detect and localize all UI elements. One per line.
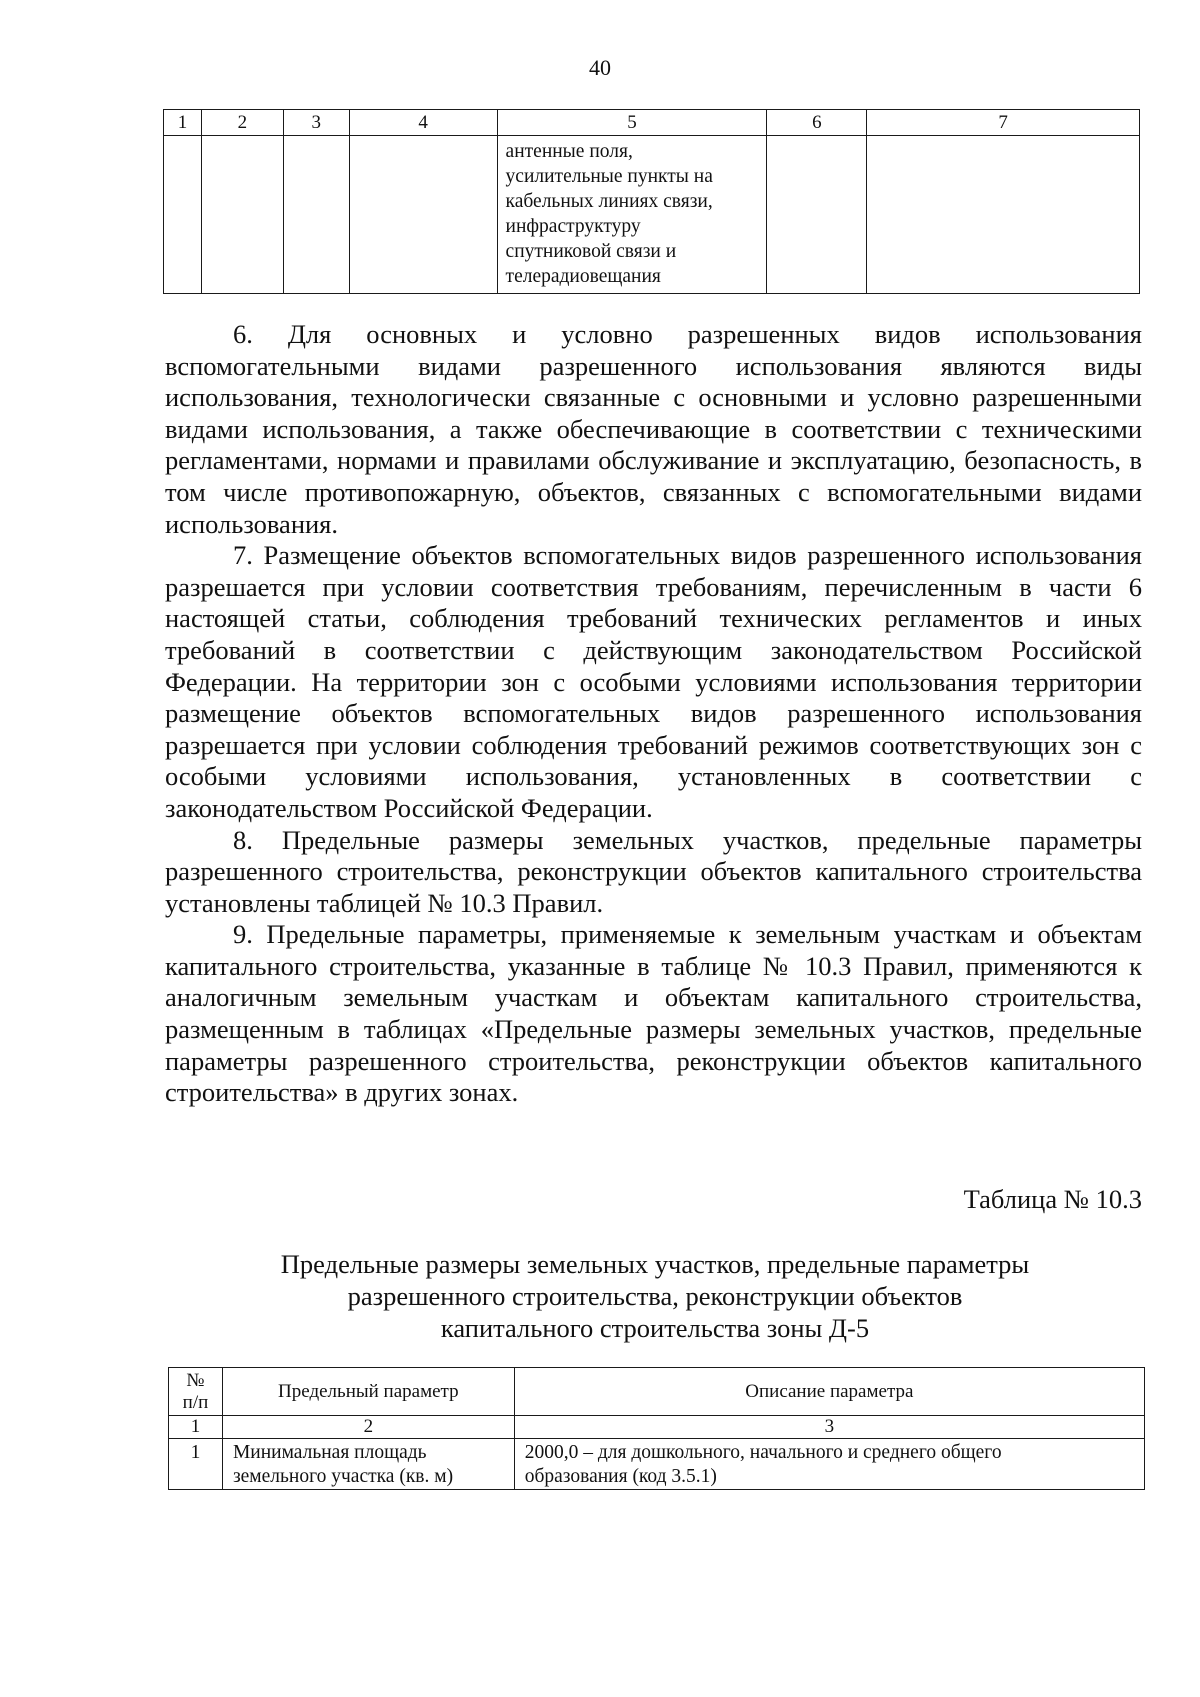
table-title-line: Предельные размеры земельных участков, предельные параметры xyxy=(280,1249,1030,1279)
body-text xyxy=(165,319,1142,1109)
parameter-name-line: Минимальная площадь xyxy=(232,1442,427,1463)
table-title-line: разрешенного строительства, реконструкции объектов xyxy=(347,1281,963,1311)
row-number: 1 xyxy=(169,1439,223,1490)
cell-text-line: инфраструктуру xyxy=(505,216,641,237)
parameters-table xyxy=(168,1367,1145,1490)
column-number: 1 xyxy=(169,1416,223,1439)
parameter-description xyxy=(514,1439,1144,1490)
table-title xyxy=(160,1248,1150,1344)
table-row xyxy=(169,1439,1145,1490)
table-cell xyxy=(867,136,1140,294)
column-header: 7 xyxy=(867,110,1140,136)
paragraph-6: 6. Для основных и условно разрешенных видов использования вспомогательными видами разрешенного использования являются виды использования, технологически связанные с основными и условно разрешенными видами использования, а также обеспечивающие в соответствии с техническими регламентами, нормами и правилами обслуживание и эксплуатацию, безопасность, в том числе противопожарную, объектов, связанных с вспомогательными видами использования. xyxy=(165,319,1142,539)
header-num-abbr: п/п xyxy=(182,1391,209,1413)
cell-text-line: кабельных линиях связи, xyxy=(505,191,713,212)
cell-text-line: усилительные пункты на xyxy=(505,166,713,187)
table-cell xyxy=(201,136,283,294)
column-number: 2 xyxy=(222,1416,514,1439)
paragraph-9: 9. Предельные параметры, применяемые к земельным участкам и объектам капитального строительства, указанные в таблице № 10.3 Правил, применяются к аналогичным земельным участкам и объектам капитального строительства, размещенным в таблицах «Предельные размеры земельных участков, предельные параметры разрешенного строительства, реконструкции объектов капитального строительства» в других зонах. xyxy=(165,919,1142,1108)
continuation-table xyxy=(163,109,1140,294)
column-header: 6 xyxy=(767,110,867,136)
header-num-symbol: № xyxy=(186,1369,205,1391)
column-header-number xyxy=(169,1368,223,1416)
table-cell xyxy=(767,136,867,294)
table-row xyxy=(164,136,1140,294)
column-header: 5 xyxy=(497,110,767,136)
paragraph-7: 7. Размещение объектов вспомогательных видов разрешенного использования разрешается при условии соответствия требованиям, перечисленным в части 6 настоящей статьи, соблюдения требований технических регламентов и иных требований в соответствии с действующим законодательством Российской Федерации. На территории зон с особыми условиями использования территории размещение объектов вспомогательных видов разрешенного использования разрешается при условии соблюдения требований режимов соответствующих зон с особыми условиями использования, установленных в соответствии с законодательством Российской Федерации. xyxy=(165,540,1142,823)
table-title-line: капитального строительства зоны Д-5 xyxy=(440,1313,870,1343)
table-header-row xyxy=(169,1368,1145,1416)
cell-text-line: спутниковой связи и xyxy=(505,241,677,262)
table-cell xyxy=(283,136,349,294)
parameter-description-line: образования (код 3.5.1) xyxy=(524,1466,717,1487)
column-number: 3 xyxy=(514,1416,1144,1439)
column-numbers-row xyxy=(169,1416,1145,1439)
column-header-description: Описание параметра xyxy=(514,1368,1144,1416)
table-cell-object-types xyxy=(497,136,767,294)
column-header-parameter: Предельный параметр xyxy=(222,1368,514,1416)
cell-text-line: телерадиовещания xyxy=(505,266,661,287)
table-cell xyxy=(164,136,202,294)
paragraph-8: 8. Предельные размеры земельных участков, предельные параметры разрешенного строительства, реконструкции объектов капитального строительства установлены таблицей № 10.3 Правил. xyxy=(165,824,1142,918)
column-header: 1 xyxy=(164,110,202,136)
table-header-row xyxy=(164,110,1140,136)
table-label: Таблица № 10.3 xyxy=(963,1184,1142,1214)
parameter-name xyxy=(222,1439,514,1490)
column-header: 3 xyxy=(283,110,349,136)
column-header: 2 xyxy=(201,110,283,136)
page-number: 40 xyxy=(589,55,611,80)
cell-text-line: антенные поля, xyxy=(505,141,633,162)
column-header: 4 xyxy=(349,110,497,136)
table-cell xyxy=(349,136,497,294)
parameter-description-line: 2000,0 – для дошкольного, начального и среднего общего xyxy=(524,1442,1002,1463)
parameter-name-line: земельного участка (кв. м) xyxy=(232,1466,454,1487)
